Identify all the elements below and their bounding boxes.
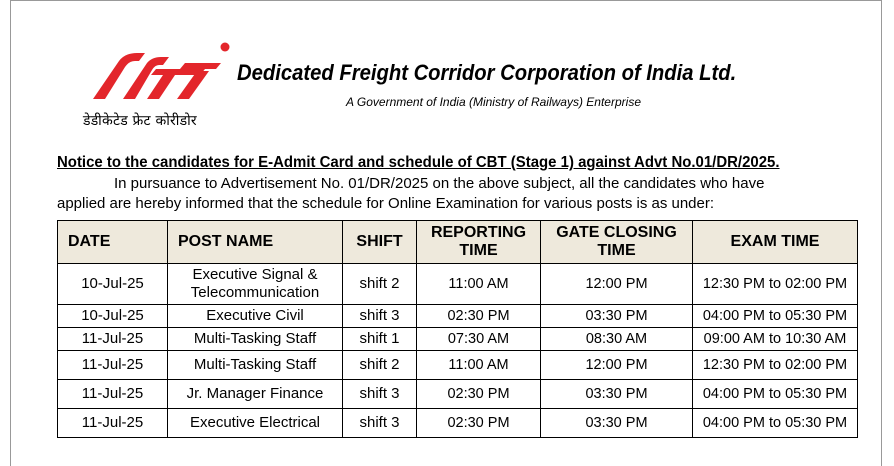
table-row bbox=[58, 351, 858, 380]
cell-reporting-time: 11:00 AM bbox=[417, 264, 541, 305]
header-gate-line-1: GATE CLOSING bbox=[556, 224, 677, 241]
table-row bbox=[58, 409, 858, 438]
header-date: DATE bbox=[58, 221, 168, 264]
organization-subtitle: A Government of India (Ministry of Railways) Enterprise bbox=[346, 95, 641, 109]
cell-exam-time: 12:30 PM to 02:00 PM bbox=[693, 351, 858, 380]
notice-page bbox=[10, 0, 882, 466]
header-exam-time: EXAM TIME bbox=[693, 221, 858, 264]
cell-date: 11-Jul-25 bbox=[58, 328, 168, 351]
cell-post-name: Jr. Manager Finance bbox=[168, 380, 343, 409]
cell-shift: shift 1 bbox=[343, 328, 417, 351]
table-row bbox=[58, 380, 858, 409]
cell-post-name bbox=[168, 264, 343, 305]
cell-date: 10-Jul-25 bbox=[58, 264, 168, 305]
cell-shift: shift 2 bbox=[343, 351, 417, 380]
cell-post-name: Executive Electrical bbox=[168, 409, 343, 438]
header-reporting-time bbox=[417, 221, 541, 264]
cell-shift: shift 3 bbox=[343, 380, 417, 409]
cell-exam-time: 12:30 PM to 02:00 PM bbox=[693, 264, 858, 305]
cell-gate-closing-time: 12:00 PM bbox=[541, 264, 693, 305]
cell-gate-closing-time: 03:30 PM bbox=[541, 380, 693, 409]
header-reporting-line-1: REPORTING bbox=[430, 224, 527, 241]
header-reporting-line-2: TIME bbox=[459, 242, 498, 259]
table-row bbox=[58, 328, 858, 351]
cell-reporting-time: 11:00 AM bbox=[417, 351, 541, 380]
cell-gate-closing-time: 08:30 AM bbox=[541, 328, 693, 351]
cell-exam-time: 04:00 PM to 05:30 PM bbox=[693, 380, 858, 409]
cell-post-line-2: Telecommunication bbox=[190, 284, 320, 301]
cell-reporting-time: 02:30 PM bbox=[417, 409, 541, 438]
cell-reporting-time: 02:30 PM bbox=[417, 305, 541, 328]
notice-line-1: In pursuance to Advertisement No. 01/DR/2025 on the above subject, all the candidates who have bbox=[114, 175, 765, 192]
notice-line-2: applied are hereby informed that the schedule for Online Examination for various posts is as under: bbox=[57, 195, 715, 212]
cell-date: 10-Jul-25 bbox=[58, 305, 168, 328]
cell-shift: shift 2 bbox=[343, 264, 417, 305]
table-row bbox=[58, 305, 858, 328]
cell-post-line-1: Executive Signal & bbox=[192, 266, 318, 283]
header-gate-line-2: TIME bbox=[597, 242, 636, 259]
logo-hindi-name: डेडीकेटेड फ्रेट कोरीडोर bbox=[83, 113, 197, 129]
cell-exam-time: 04:00 PM to 05:30 PM bbox=[693, 305, 858, 328]
cell-reporting-time: 02:30 PM bbox=[417, 380, 541, 409]
cell-post-name: Multi-Tasking Staff bbox=[168, 351, 343, 380]
table-row bbox=[58, 264, 858, 305]
header-post-name: POST NAME bbox=[168, 221, 343, 264]
cell-post-name: Executive Civil bbox=[168, 305, 343, 328]
cell-exam-time: 04:00 PM to 05:30 PM bbox=[693, 409, 858, 438]
organization-name: Dedicated Freight Corridor Corporation of India Ltd. bbox=[237, 60, 737, 85]
cell-shift: shift 3 bbox=[343, 409, 417, 438]
cell-date: 11-Jul-25 bbox=[58, 380, 168, 409]
dfccil-logo-icon bbox=[85, 39, 235, 109]
cell-reporting-time: 07:30 AM bbox=[417, 328, 541, 351]
cell-gate-closing-time: 03:30 PM bbox=[541, 409, 693, 438]
cell-gate-closing-time: 12:00 PM bbox=[541, 351, 693, 380]
cell-date: 11-Jul-25 bbox=[58, 409, 168, 438]
cell-shift: shift 3 bbox=[343, 305, 417, 328]
cell-exam-time: 09:00 AM to 10:30 AM bbox=[693, 328, 858, 351]
notice-paragraph bbox=[57, 174, 857, 214]
cell-post-name: Multi-Tasking Staff bbox=[168, 328, 343, 351]
header-gate-closing-time bbox=[541, 221, 693, 264]
table-header-row bbox=[58, 221, 858, 264]
header-shift: SHIFT bbox=[343, 221, 417, 264]
cell-gate-closing-time: 03:30 PM bbox=[541, 305, 693, 328]
notice-title: Notice to the candidates for E-Admit Card and schedule of CBT (Stage 1) against Advt No.01/DR/2025. bbox=[57, 154, 780, 171]
cell-date: 11-Jul-25 bbox=[58, 351, 168, 380]
schedule-table bbox=[57, 220, 858, 438]
